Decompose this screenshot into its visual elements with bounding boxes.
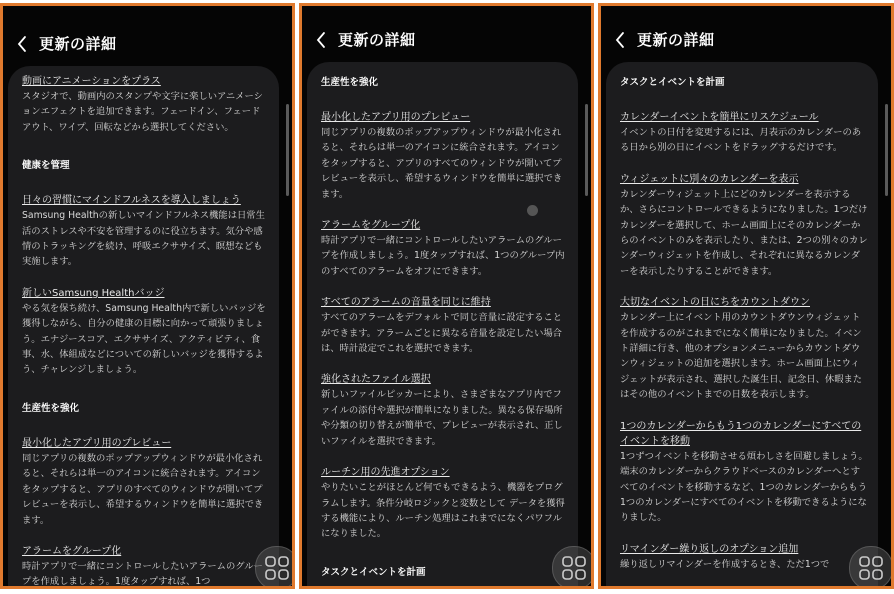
feature-description: 1つずつイベントを移動させる煩わしさを回避しましょう。端末のカレンダーからクラウドベースのカレンダーへとすべてのイベントを移動するなど、1つのカレンダーからもう1つのカレンダーにすべてのイベントを移動できるようになりました。 [620,450,868,524]
apps-grid-icon [858,555,884,581]
feature-title: カレンダーイベントを簡単にリスケジュール [620,112,819,123]
feature-description: 時計アプリで一緒にコントロールしたいアラームのグループを作成しましょう。1度タップすれば、1つのグループ内のすべてのアラームをオフにできます。 [321,235,565,277]
feature-title: 強化されたファイル選択 [321,374,431,386]
section-heading: タスクとイベントを計画 [321,566,426,578]
page-title: 更新の詳細 [338,31,416,49]
chevron-left-icon[interactable] [613,30,627,50]
feature-description: 新しいファイルピッカーにより、さまざまなアプリ内でファイルの添付や選択が簡単になりました。異なる保存場所や分類の切り替えが簡単で、プレビューが表示され、正しいファイルを選択できます。 [321,389,563,447]
scrollbar[interactable] [286,104,289,196]
feature-description: 繰り返しリマインダーを作成するとき、ただ1つで [620,558,830,570]
feature-title: 最小化したアプリ用のプレビュー [321,112,471,123]
details-list [22,74,269,589]
feature-title: アラームをグループ化 [22,545,122,557]
section-heading: 生産性を強化 [22,402,80,414]
feature-description: 同じアプリの複数のポップアップウィンドウが最小化されると、それらは単一のアイコンに統合されます。アイコンをタップすると、アプリのすべてのウィンドウが開いてプレビューを表示し、希望するウィンドウを簡単に選択できます。 [321,127,563,200]
chevron-left-icon[interactable] [15,34,29,54]
scrollbar[interactable] [885,104,888,196]
feature-title: ウィジェットに別々のカレンダーを表示 [620,173,799,185]
feature-title: 大切なイベントの日にちをカウントダウン [620,297,810,309]
details-card [8,66,279,589]
feature-title: 新しいSamsung Healthバッジ [22,287,165,299]
apps-grid-icon [264,555,290,581]
screen-panel-2 [299,3,594,589]
feature-description: 同じアプリの複数のポップアップウィンドウが最小化されると、それらは単一のアイコンに統合されます。アイコンをタップすると、アプリのすべてのウィンドウが開いてプレビューを表示し、希望するウィンドウを簡単に選択できます。 [22,452,264,526]
section-heading: 健康を管理 [22,160,70,172]
details-card [307,62,578,589]
feature-title: 最小化したアプリ用のプレビュー [22,437,172,449]
header [3,28,292,62]
page-title: 更新の詳細 [39,35,117,53]
section-heading: 生産性を強化 [321,77,379,88]
apps-button[interactable] [255,546,295,589]
details-list [620,74,868,588]
feature-description: すべてのアラームをデフォルトで同じ音量に設定することができます。アラームごとに異なる音量を設定したい場合は、時計設定でこれを選択できます。 [321,312,563,355]
chevron-left-icon[interactable] [314,30,328,50]
feature-title: ルーチン用の先進オプション [321,467,450,479]
header [601,24,891,58]
feature-description: スタジオで、動画内のスタンプや文字に楽しいアニメーションエフェクトを追加できます。フェードイン、フェードアウト、ワイプ、回転などから選択してください。 [22,91,263,133]
apps-grid-icon [561,555,587,581]
details-list [321,74,568,589]
page-title: 更新の詳細 [637,31,715,49]
feature-description: カレンダー上にイベント用のカウントダウンウィジェットを作成するのがこれまでになく簡単になりました。イベント詳細に行き、他のオプションメニューからカウントダウンウィジェットの追加を選択します。ホーム画面上にウィジェットが表示され、選択した誕生日、記念日、休暇またはその他のイベントまでの日数を表示します。 [620,312,863,401]
feature-description: 時計アプリで一緒にコントロールしたいアラームのグループを作成しましょう。1度タップすれば、1つ [22,560,263,588]
header [302,24,591,58]
feature-description: カレンダーウィジェット上にどのカレンダーを表示するか、さらにコントロールできるようになりました。1つだけカレンダーを選択して、ホーム画面上にそのカレンダーからのイベントのみを表示したり、または、2つの別々のカレンダーウィジェットを作成し、それぞれに異なるカレンダーを表示したりすることができます。 [620,188,868,277]
feature-title: 日々の習慣にマインドフルネスを導入しましょう [22,195,241,207]
section-heading: タスクとイベントを計画 [620,77,725,88]
feature-title: 1つのカレンダーからもう1つのカレンダーにすべてのイベントを移動 [620,420,862,447]
apps-button[interactable] [849,546,893,589]
screen-panel-3 [598,3,894,589]
scrollbar[interactable] [585,104,588,196]
feature-description: やりたいことがほとんど何でもできるよう、機器をプログラムします。条件分岐ロジックと変数として データを獲得する機能により、ルーチン処理はこれまでになくパワフルになりました。 [321,482,565,540]
feature-title: 動画にアニメーションをプラス [22,76,161,87]
feature-title: アラームをグループ化 [321,220,421,232]
feature-description: やる気を保ち続け、Samsung Health内で新しいバッジを獲得しながら、自分の健康の目標に向かって頑張りましょう。エナジースコア、エクササイズ、アクティビティ、食事、水、体組成などについての新しいバッジを獲得するよう、チャレンジしましょう。 [22,302,266,376]
details-card [606,62,878,589]
feature-title: リマインダー繰り返しのオプション追加 [620,543,799,555]
feature-description: Samsung Healthの新しいマインドフルネス機能は日常生活のストレスや不安を管理するのに役立ちます。気分や感情のトラッキングを続け、呼吸エクササイズ、瞑想なども実施します。 [22,210,265,268]
apps-button[interactable] [552,546,594,589]
touch-indicator [527,205,538,216]
screen-panel-1 [0,3,295,589]
feature-description: イベントの日付を変更するには、月表示のカレンダーのある日から別の日にイベントをドラッグするだけです。 [620,127,862,154]
feature-title: すべてのアラームの音量を同じに維持 [321,297,491,309]
